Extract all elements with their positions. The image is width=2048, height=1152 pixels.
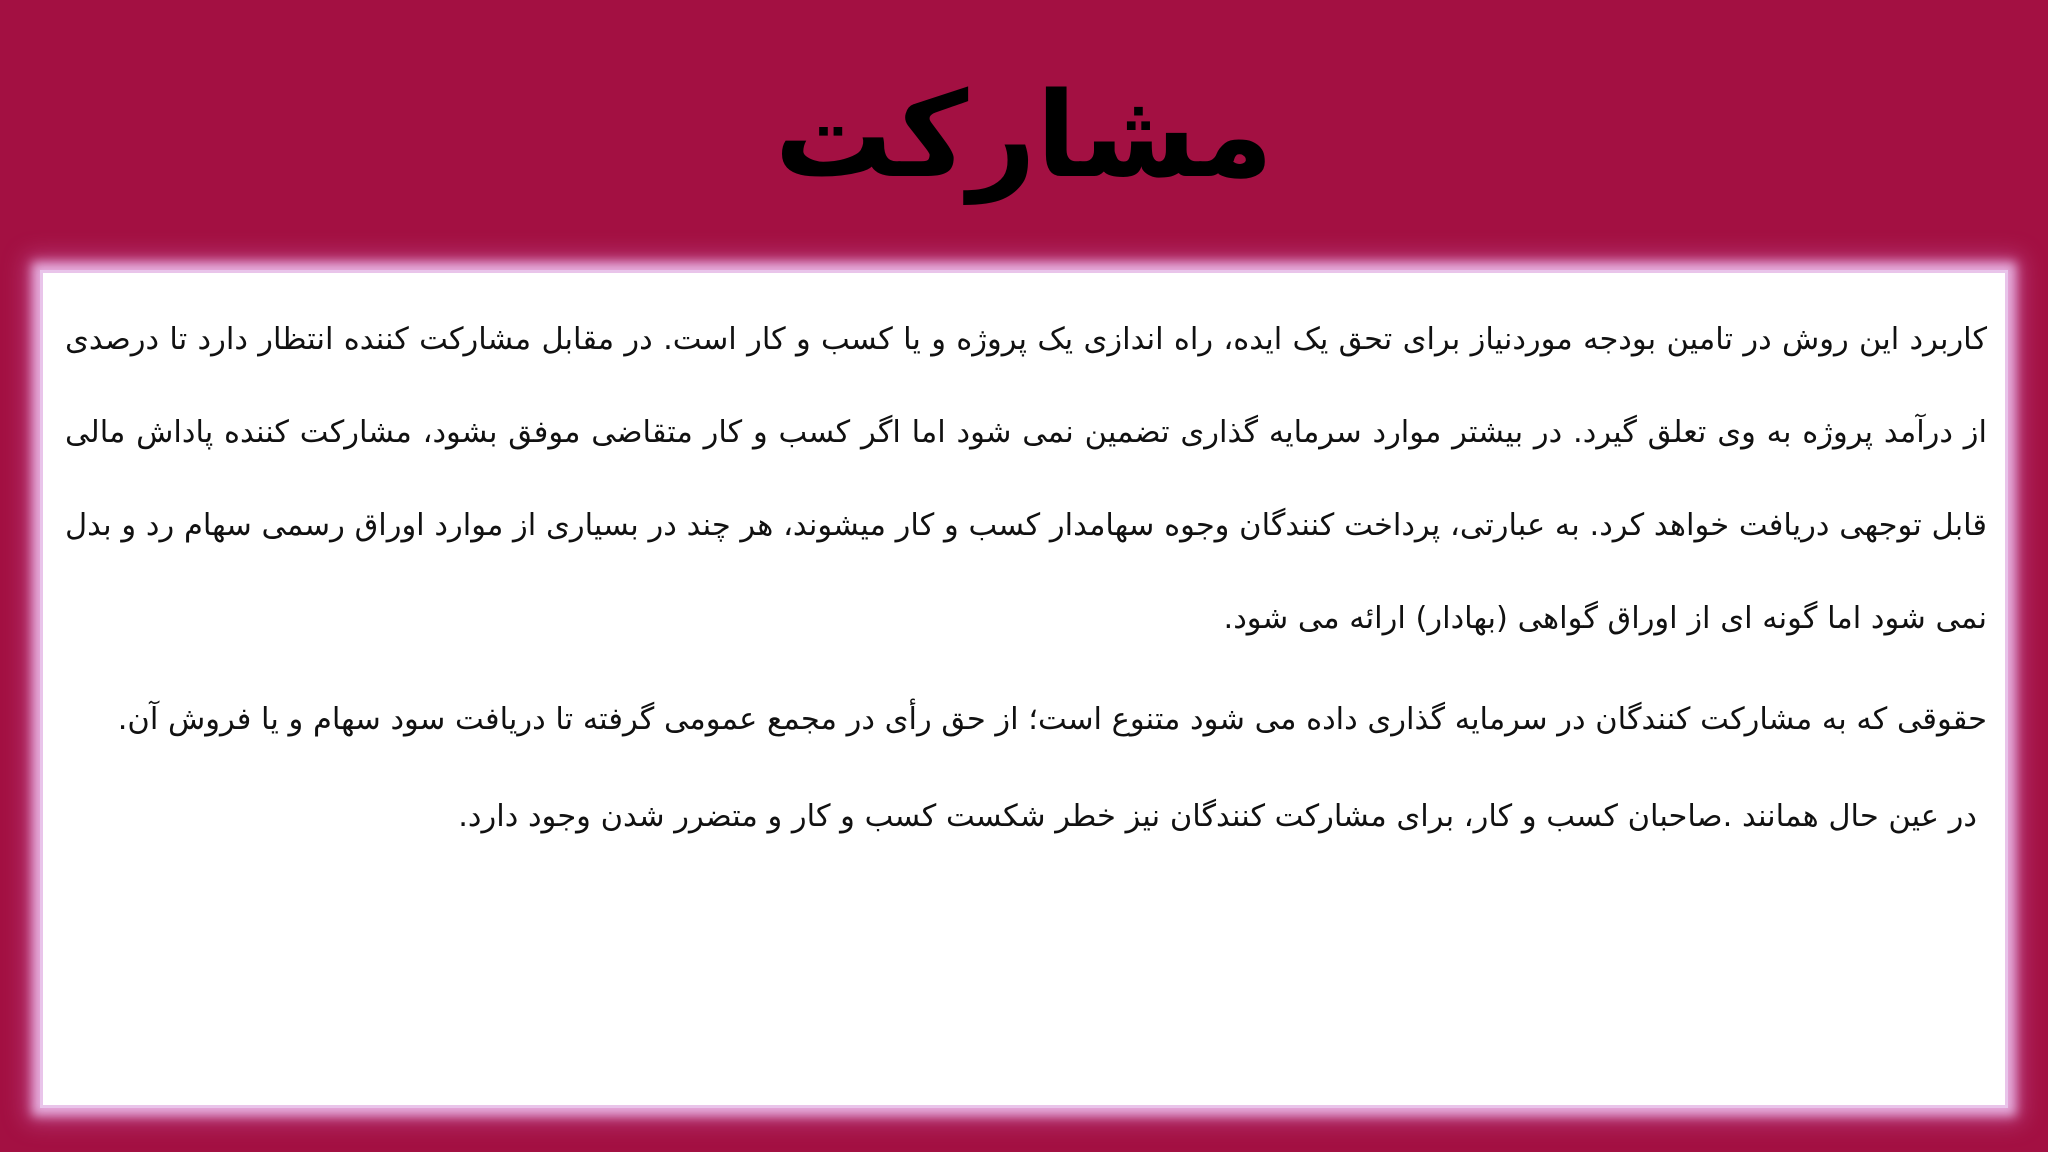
paragraph-3: در عین حال همانند .صاحبان کسب و کار، برای مشارکت کنندگان نیز خطر شکست کسب و کار و متضرر شدن وجود دارد. [458, 799, 1977, 834]
content-box [40, 270, 2008, 1108]
paragraph-2: حقوقی که به مشارکت کنندگان در سرمایه گذاری داده می شود متنوع است؛ از حق رأی در مجمع عمومی گرفته تا دریافت سود سهام و یا فروش آن. [117, 702, 1987, 737]
content-text [65, 293, 1987, 863]
paragraph-1: کاربرد این روش در تامین بودجه موردنیاز برای تحق یک ایده، راه اندازی یک پروژه و یا کسب و کار است. در مقابل مشارکت کننده انتظار دارد تا درصدی از درآمد پروژه به وی تعلق گیرد. در بیشتر موارد سرمایه گذاری تضمین نمی شود اما اگر کسب و کار متقاضی موفق بشود، مشارکت کننده پاداش مالی قابل توجهی دریافت خواهد کرد. به عبارتی، پرداخت کنندگان وجوه سهامدار کسب و کار میشوند، هر چند در بسیاری از موارد اوراق رسمی سهام رد و بدل نمی شود اما گونه ای از اوراق گواهی (بهادار) ارائه می شود. [65, 322, 1987, 636]
slide-title: مشارکت [774, 66, 1274, 204]
